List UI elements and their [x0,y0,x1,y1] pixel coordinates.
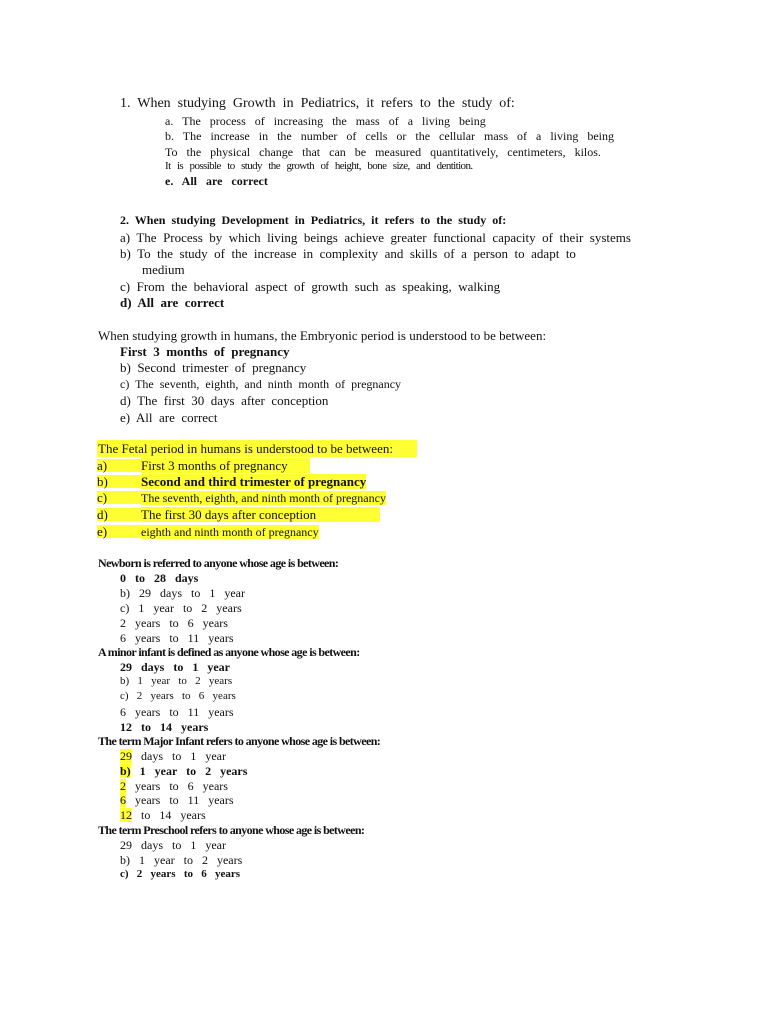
q2-stem: 2. When studying Development in Pediatrics, it refers to the study of: [120,213,507,227]
q6-option-c: c) 2 years to 6 years [120,690,236,702]
q5-stem: Newborn is referred to anyone whose age is between: [98,556,339,570]
q3-option-e: e) All are correct [120,410,218,425]
q3-stem: When studying growth in humans, the Embryonic period is understood to be between: [98,328,547,343]
q1-option-e: e. All are correct [165,174,268,188]
q5-option-a: 0 to 28 days [120,571,199,585]
q3-option-b: b) Second trimester of pregnancy [120,360,307,375]
q6-option-b: b) 1 year to 2 years [120,675,233,687]
q3-option-c: c) The seventh, eighth, and ninth month of pregnancy [120,377,402,391]
q7-option-e: 12 to 14 years [120,808,206,822]
q6-option-a: 29 days to 1 year [120,660,230,674]
q8-stem: The term Preschool refers to anyone whose age is between: [98,823,365,837]
q4-stem-line [97,442,417,455]
q4-stem: The Fetal period in humans is understood to be between: [97,440,417,457]
q4-option-d: d) The first 30 days after conception [97,508,380,521]
q7-option-a: 29 days to 1 year [120,749,226,763]
q1-option-a: a. The process of increasing the mass of a living being [165,114,486,128]
q3-option-a: First 3 months of pregnancy [120,344,290,359]
q4-option-c: c) The seventh, eighth, and ninth month of pregnancy [97,490,386,505]
q5-option-e: 6 years to 11 years [120,631,234,645]
q7-option-c: 2 years to 6 years [120,779,228,793]
q3-option-d: d) The first 30 days after conception [120,393,329,408]
q1-option-b: b. The increase in the number of cells or the cellular mass of a living being [165,129,614,143]
q4-option-a: a) First 3 months of pregnancy [97,459,310,472]
q6-option-d: 6 years to 11 years [120,705,234,719]
q8-option-c: c) 2 years to 6 years [120,868,241,880]
q8-option-a: 29 days to 1 year [120,838,226,852]
q2-option-c: c) From the behavioral aspect of growth such as speaking, walking [120,279,501,294]
q1-option-c: To the physical change that can be measured quantitatively, centimeters, kilos. [165,145,601,159]
q7-option-b: b) 1 year to 2 years [120,764,248,778]
q6-stem: A minor infant is defined as anyone whose age is between: [98,645,360,659]
q7-stem: The term Major Infant refers to anyone whose age is between: [98,734,381,748]
q2-option-d: d) All are correct [120,295,225,310]
q8-option-b: b) 1 year to 2 years [120,853,243,867]
q1-stem: 1. When studying Growth in Pediatrics, it refers to the study of: [120,96,515,111]
q6-option-e: 12 to 14 years [120,720,209,734]
q5-option-d: 2 years to 6 years [120,616,228,630]
q7-option-d: 6 years to 11 years [120,793,234,807]
q1-option-d: It is possible to study the growth of height, bone size, and dentition. [165,160,473,172]
q2-option-b: b) To the study of the increase in complexity and skills of a person to adapt to [120,246,576,261]
q2-option-a: a) The Process by which living beings achieve greater functional capacity of their systems [120,230,631,245]
q5-option-c: c) 1 year to 2 years [120,601,242,615]
q4-option-e: e) eighth and ninth month of pregnancy [97,524,319,539]
q2-option-b-cont: medium [142,262,185,277]
q4-option-b: b) Second and third trimester of pregnancy [97,474,367,489]
q5-option-b: b) 29 days to 1 year [120,586,245,600]
